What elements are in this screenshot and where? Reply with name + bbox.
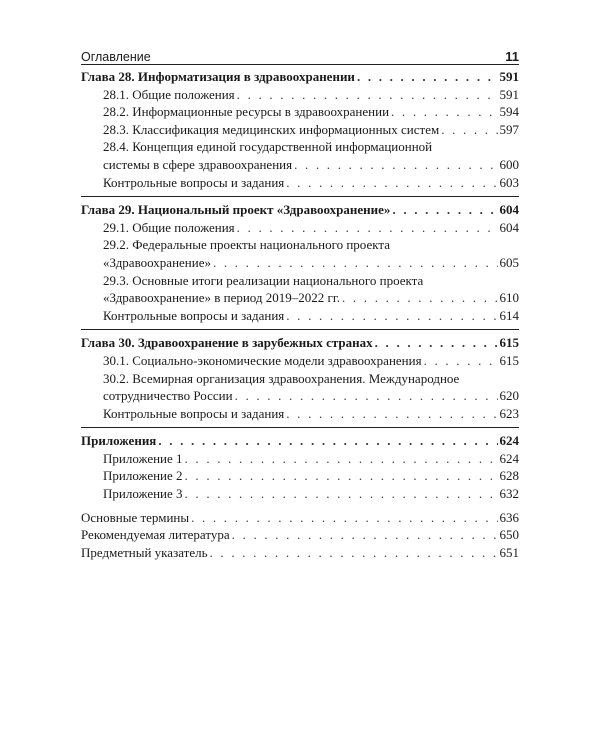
leader-dots: [391, 103, 497, 121]
entry-title: Контрольные вопросы и задания: [103, 307, 285, 323]
leader-dots: [392, 201, 497, 219]
toc-entry-appendices[interactable]: [81, 432, 519, 450]
entry-title: Предметный указатель: [81, 544, 208, 560]
leader-dots: [286, 405, 497, 423]
toc-entry-chapter-29[interactable]: [81, 201, 519, 219]
entry-title-line-2-row: [81, 289, 519, 307]
entry-page: 650: [499, 527, 519, 543]
entry-title-line-1: 30.2. Всемирная организация здравоохранения. Международное: [103, 370, 460, 386]
toc-entry-chapter-28[interactable]: [81, 68, 519, 86]
toc-entry-29-questions[interactable]: [81, 307, 519, 325]
entry-title-line-2: системы в сфере здравоохранения: [103, 156, 293, 172]
toc-entry-appendix-3[interactable]: [81, 485, 519, 503]
entry-title: 30.1. Социально-экономические модели здравоохранения: [103, 352, 422, 368]
entry-page: 600: [499, 156, 519, 172]
leader-dots: [185, 485, 498, 503]
entry-page: 624: [499, 450, 519, 466]
leader-dots: [342, 289, 498, 307]
entry-title: 29.1. Общие положения: [103, 219, 235, 235]
entry-page: 604: [499, 219, 519, 235]
toc-entry-28-4[interactable]: [81, 138, 519, 173]
section-divider: [81, 427, 519, 428]
entry-title: 28.3. Классификация медицинских информационных систем: [103, 121, 440, 137]
entry-page: 591: [499, 86, 519, 102]
toc-entry-28-3[interactable]: [81, 121, 519, 139]
running-header: [81, 44, 519, 64]
entry-title-line-2-row: [81, 156, 519, 174]
entry-title-line-2-row: [81, 254, 519, 272]
entry-page: 604: [499, 202, 519, 218]
entry-page: 636: [499, 509, 519, 525]
entry-title: Приложения: [81, 433, 157, 449]
toc-entry-28-questions[interactable]: [81, 174, 519, 192]
entry-title: Глава 29. Национальный проект «Здравоохранение»: [81, 202, 391, 218]
leader-dots: [185, 467, 498, 485]
entry-page: 597: [499, 121, 519, 137]
entry-page: 603: [499, 174, 519, 190]
entry-page: 591: [499, 69, 519, 84]
entry-page: 620: [499, 388, 519, 404]
page-number: 11: [505, 49, 519, 64]
toc-entry-30-1[interactable]: [81, 352, 519, 370]
entry-title: Контрольные вопросы и задания: [103, 405, 285, 421]
toc-entry-28-1[interactable]: [81, 86, 519, 104]
toc-entry-30-2[interactable]: [81, 370, 519, 405]
header-title: Оглавление: [81, 50, 151, 64]
toc-entry-appendix-1[interactable]: [81, 450, 519, 468]
entry-title-line-2-row: [81, 387, 519, 405]
entry-title: Глава 28. Информатизация в здравоохранении: [81, 69, 355, 84]
leader-dots: [235, 387, 498, 405]
entry-title-line-1: 29.2. Федеральные проекты национального проекта: [103, 237, 390, 253]
entry-title: Рекомендуемая литература: [81, 527, 230, 543]
leader-dots: [441, 121, 497, 139]
section-divider: [81, 329, 519, 330]
entry-title-line-2: «Здравоохранение» в период 2019–2022 гг.: [103, 290, 340, 306]
entry-page: 623: [499, 405, 519, 421]
entry-title-line-1: 29.3. Основные итоги реализации национального проекта: [103, 272, 424, 288]
entry-page: 632: [499, 486, 519, 502]
entry-page: 615: [499, 352, 519, 368]
entry-title: 28.1. Общие положения: [103, 86, 235, 102]
toc-entry-29-2[interactable]: [81, 236, 519, 271]
table-of-contents: [81, 68, 519, 561]
leader-dots: [158, 432, 497, 450]
entry-title: Контрольные вопросы и задания: [103, 174, 285, 190]
entry-page: 614: [499, 307, 519, 323]
leader-dots: [294, 156, 497, 174]
entry-title: Основные термины: [81, 509, 190, 525]
toc-entry-subject-index[interactable]: [81, 544, 519, 562]
toc-entry-28-2[interactable]: [81, 103, 519, 121]
leader-dots: [375, 334, 498, 352]
entry-page: 605: [499, 254, 519, 270]
toc-entry-terms[interactable]: [81, 509, 519, 527]
entry-title: Приложение 1: [103, 450, 183, 466]
leader-dots: [237, 219, 498, 237]
leader-dots: [237, 86, 498, 104]
header-rule: [81, 64, 519, 65]
entry-page: 624: [499, 433, 519, 449]
leader-dots: [424, 352, 498, 370]
leader-dots: [232, 526, 498, 544]
leader-dots: [357, 68, 498, 86]
toc-entry-chapter-30[interactable]: [81, 334, 519, 352]
entry-page: 651: [499, 544, 519, 560]
leader-dots: [213, 254, 498, 272]
toc-entry-29-3[interactable]: [81, 272, 519, 307]
section-divider: [81, 196, 519, 197]
toc-entry-29-1[interactable]: [81, 219, 519, 237]
entry-title-line-1: 28.4. Концепция единой государственной информационной: [103, 139, 433, 155]
toc-entry-appendix-2[interactable]: [81, 467, 519, 485]
toc-entry-30-questions[interactable]: [81, 405, 519, 423]
entry-title-line-2: сотрудничество России: [103, 388, 233, 404]
leader-dots: [286, 174, 497, 192]
leader-dots: [286, 307, 497, 325]
leader-dots: [191, 509, 497, 527]
entry-title: Глава 30. Здравоохранение в зарубежных странах: [81, 335, 373, 351]
entry-title: Приложение 2: [103, 468, 183, 484]
entry-page: 610: [499, 290, 519, 306]
leader-dots: [185, 450, 498, 468]
leader-dots: [210, 544, 498, 562]
entry-title: 28.2. Информационные ресурсы в здравоохранении: [103, 104, 390, 120]
entry-page: 628: [499, 468, 519, 484]
entry-page: 594: [499, 104, 519, 120]
entry-title: Приложение 3: [103, 486, 183, 502]
entry-title-line-2: «Здравоохранение»: [103, 254, 211, 270]
toc-entry-literature[interactable]: [81, 526, 519, 544]
entry-page: 615: [499, 335, 519, 351]
